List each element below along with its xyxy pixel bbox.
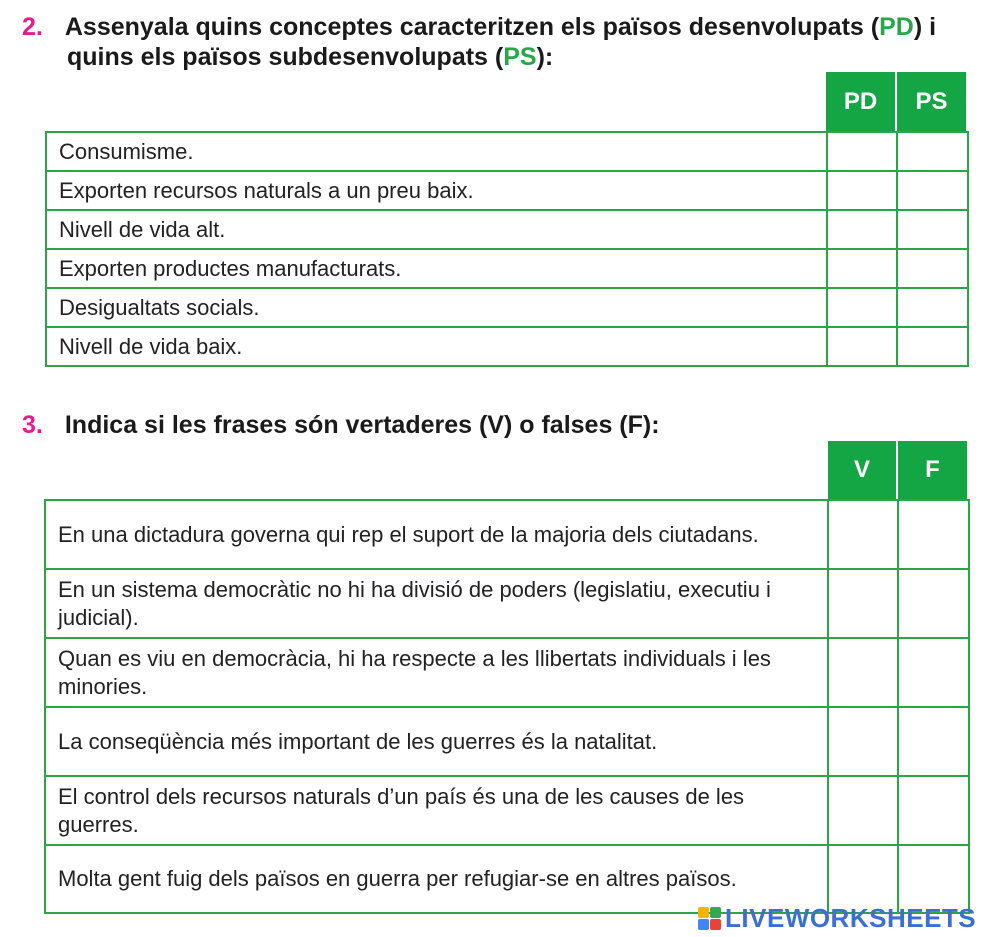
answer-box-ps[interactable] — [897, 210, 968, 249]
table-row — [45, 707, 969, 776]
logo-square-4 — [710, 919, 721, 930]
table-row — [46, 210, 968, 249]
table-row — [46, 171, 968, 210]
question-2-table — [45, 131, 969, 367]
column-header-pd: PD — [826, 72, 895, 131]
question-2-abbr-pd: PD — [879, 13, 914, 41]
question-3-number: 3. — [22, 411, 43, 439]
logo-mark-icon — [698, 907, 721, 930]
answer-box-pd[interactable] — [827, 171, 897, 210]
answer-box-f[interactable] — [898, 500, 969, 569]
question-2-text-a: Assenyala quins conceptes caracteritzen els països desenvolupats ( — [64, 13, 880, 41]
statement-text: Exporten productes manufacturats. — [46, 249, 827, 288]
table-row — [45, 638, 969, 707]
liveworksheets-logo — [698, 903, 976, 934]
answer-box-pd[interactable] — [827, 210, 897, 249]
statement-text: Nivell de vida baix. — [46, 327, 827, 366]
answer-box-v[interactable] — [828, 500, 898, 569]
question-2-text-c: quins els països subdesenvolupats ( — [67, 43, 504, 71]
question-3-text: Indica si les frases són vertaderes (V) o falses (F): — [64, 411, 660, 439]
answer-box-f[interactable] — [898, 776, 969, 845]
column-header-v: V — [828, 441, 896, 499]
statement-text: En una dictadura governa qui rep el suport de la majoria dels ciutadans. — [45, 500, 828, 569]
column-header-ps: PS — [897, 72, 966, 131]
statement-text: Exporten recursos naturals a un preu baix. — [46, 171, 827, 210]
answer-box-ps[interactable] — [897, 288, 968, 327]
answer-box-f[interactable] — [898, 638, 969, 707]
table-row — [46, 288, 968, 327]
statement-text: Consumisme. — [46, 132, 827, 171]
table-row — [45, 776, 969, 845]
answer-box-ps[interactable] — [897, 327, 968, 366]
table-row — [45, 500, 969, 569]
question-2-abbr-ps: PS — [503, 43, 537, 71]
answer-box-f[interactable] — [898, 707, 969, 776]
column-header-f: F — [898, 441, 967, 499]
statement-text: El control dels recursos naturals d’un país és una de les causes de les guerres. — [45, 776, 828, 845]
table-row — [45, 569, 969, 638]
logo-square-2 — [710, 907, 721, 918]
answer-box-v[interactable] — [828, 638, 898, 707]
answer-box-v[interactable] — [828, 707, 898, 776]
answer-box-v[interactable] — [828, 776, 898, 845]
question-3-table — [44, 499, 970, 914]
statement-text: Nivell de vida alt. — [46, 210, 827, 249]
table-row — [46, 132, 968, 171]
answer-box-ps[interactable] — [897, 171, 968, 210]
question-2-text-b: ) i — [913, 13, 937, 41]
question-2-heading — [22, 12, 982, 72]
question-3-heading — [22, 410, 660, 440]
answer-box-f[interactable] — [898, 569, 969, 638]
answer-box-ps[interactable] — [897, 132, 968, 171]
table-row — [46, 249, 968, 288]
table-row — [46, 327, 968, 366]
logo-text: LIVEWORKSHEETS — [725, 903, 977, 933]
answer-box-ps[interactable] — [897, 249, 968, 288]
statement-text: La conseqüència més important de les guerres és la natalitat. — [45, 707, 828, 776]
answer-box-pd[interactable] — [827, 327, 897, 366]
answer-box-v[interactable] — [828, 569, 898, 638]
logo-square-3 — [698, 919, 709, 930]
statement-text: En un sistema democràtic no hi ha divisió de poders (legislatiu, executiu i judicial). — [45, 569, 828, 638]
logo-square-1 — [698, 907, 709, 918]
answer-box-pd[interactable] — [827, 132, 897, 171]
statement-text: Desigualtats socials. — [46, 288, 827, 327]
answer-box-pd[interactable] — [827, 249, 897, 288]
statement-text: Molta gent fuig dels països en guerra per refugiar-se en altres països. — [45, 845, 828, 913]
question-2-text-d: ): — [536, 43, 554, 71]
statement-text: Quan es viu en democràcia, hi ha respecte a les llibertats individuals i les minories. — [45, 638, 828, 707]
answer-box-pd[interactable] — [827, 288, 897, 327]
question-2-number: 2. — [22, 13, 43, 41]
